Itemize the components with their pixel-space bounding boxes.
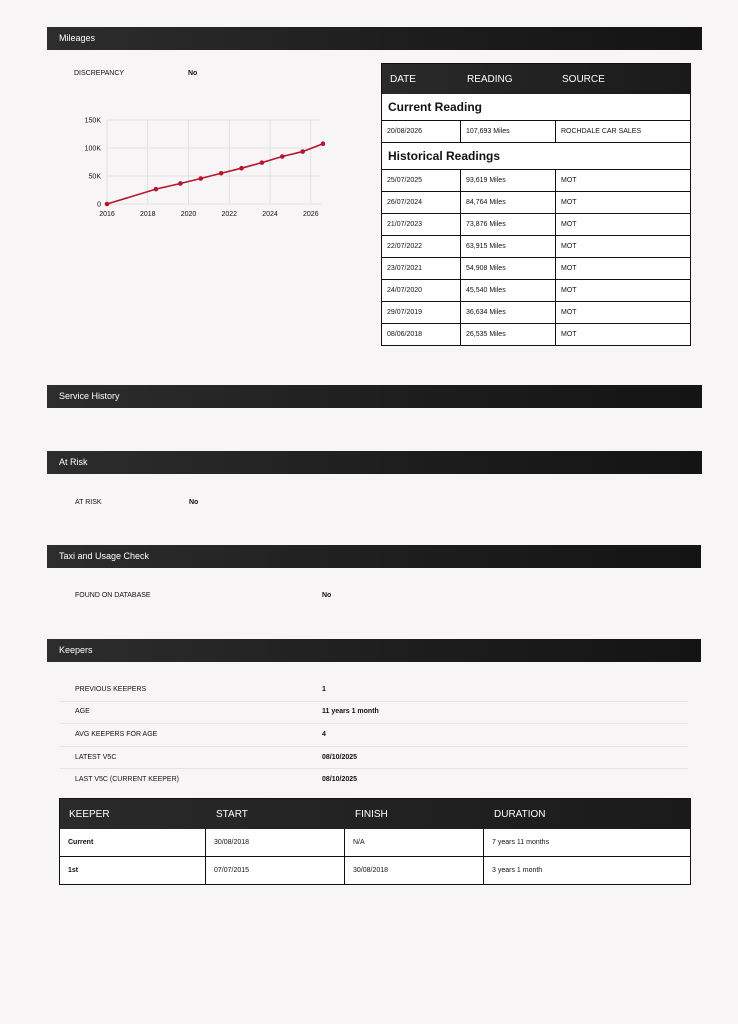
data-point [105, 202, 110, 207]
discrepancy-value: No [188, 70, 198, 77]
x-tick-label: 2016 [99, 211, 115, 218]
historical-reading-row [382, 280, 690, 302]
keeper-start: 07/07/2015 [206, 857, 345, 884]
section-header-taxi: Taxi and Usage Check [47, 545, 701, 568]
taxi-value: No [322, 592, 332, 599]
historical-source: MOT [561, 331, 577, 338]
historical-reading: 84,764 Miles [461, 192, 556, 213]
historical-rows [382, 170, 690, 345]
last-v5c-label: LAST V5C (CURRENT KEEPER) [75, 776, 179, 783]
at-risk-value: No [189, 499, 199, 506]
historical-source: MOT [561, 287, 577, 294]
data-point [219, 171, 224, 176]
historical-reading: 63,915 Miles [461, 236, 556, 257]
historical-source: MOT [561, 199, 577, 206]
historical-reading: 73,876 Miles [461, 214, 556, 235]
section-header-keepers: Keepers [47, 639, 701, 662]
row-divider [60, 723, 688, 724]
y-tick-label: 150K [84, 117, 101, 125]
historical-reading: 54,908 Miles [461, 258, 556, 279]
x-tick-label: 2020 [180, 211, 197, 218]
header-source: SOURCE [562, 73, 605, 85]
data-point [260, 160, 265, 165]
header-start: START [216, 808, 248, 820]
current-reading: 107,693 Miles [461, 121, 556, 142]
y-tick-label: 0 [97, 201, 101, 209]
historical-date: 22/07/2022 [382, 236, 461, 257]
chart-grid [107, 120, 321, 204]
historical-date: 26/07/2024 [382, 192, 461, 213]
age-label: AGE [75, 708, 90, 715]
historical-source: MOT [561, 309, 577, 316]
data-point [280, 154, 285, 159]
historical-reading: 45,540 Miles [461, 280, 556, 301]
historical-date: 08/06/2018 [382, 324, 461, 345]
current-date: 20/08/2026 [382, 121, 461, 142]
x-tick-label: 2026 [303, 211, 319, 218]
x-tick-label: 2022 [221, 211, 238, 218]
historical-readings-title: Historical Readings [382, 143, 690, 170]
row-divider [60, 746, 688, 747]
historical-reading-row [382, 236, 690, 258]
taxi-label: FOUND ON DATABASE [75, 592, 151, 599]
previous-keepers-value: 1 [322, 686, 326, 693]
x-tick-labels [99, 211, 318, 218]
latest-v5c-value: 08/10/2025 [322, 754, 358, 761]
keepers-table-header [60, 799, 690, 829]
historical-reading: 36,634 Miles [461, 302, 556, 323]
header-duration: DURATION [494, 808, 546, 820]
series-points [105, 141, 325, 206]
y-tick-label: 100K [84, 145, 101, 153]
data-point [154, 187, 159, 192]
keeper-name: 1st [60, 857, 206, 884]
data-point [300, 149, 305, 154]
keeper-table-row [60, 857, 690, 884]
age-value: 11 years 1 month [322, 708, 379, 715]
keeper-table-row [60, 829, 690, 857]
historical-reading-row [382, 324, 690, 345]
data-point [198, 176, 203, 181]
y-tick-labels [85, 118, 102, 209]
historical-source: MOT [561, 243, 577, 250]
header-date: DATE [390, 73, 416, 85]
latest-v5c-label: LATEST V5C [75, 754, 117, 761]
historical-date: 24/07/2020 [382, 280, 461, 301]
last-v5c-value: 08/10/2025 [322, 776, 358, 783]
mileage-chart [75, 110, 325, 220]
discrepancy-label: DISCREPANCY [74, 70, 125, 77]
current-reading-title: Current Reading [382, 94, 690, 121]
header-finish: FINISH [355, 808, 388, 820]
keepers-table [59, 798, 691, 885]
historical-reading: 26,535 Miles [461, 324, 556, 345]
data-point [239, 166, 244, 171]
historical-reading-row [382, 214, 690, 236]
mileage-table [381, 63, 691, 346]
mileage-line [107, 144, 323, 204]
historical-reading-row [382, 258, 690, 280]
avg-keepers-label: AVG KEEPERS FOR AGE [75, 731, 158, 738]
current-reading-row [382, 121, 690, 143]
historical-reading-row [382, 192, 690, 214]
historical-source: MOT [561, 221, 577, 228]
keeper-name: Current [60, 829, 206, 856]
section-header-at-risk: At Risk [47, 451, 702, 474]
y-tick-label: 50K [88, 173, 101, 181]
x-tick-label: 2018 [139, 211, 156, 218]
historical-reading-row [382, 302, 690, 324]
current-source: ROCHDALE CAR SALES [561, 128, 642, 135]
data-point [178, 181, 183, 186]
keeper-start: 30/08/2018 [206, 829, 345, 856]
historical-date: 23/07/2021 [382, 258, 461, 279]
x-tick-label: 2024 [262, 211, 278, 218]
section-header-mileages: Mileages [47, 27, 702, 50]
historical-date: 29/07/2019 [382, 302, 461, 323]
historical-source: MOT [561, 265, 577, 272]
keeper-finish: N/A [345, 829, 484, 856]
section-header-service-history: Service History [47, 385, 702, 408]
row-divider [60, 701, 688, 702]
series-line [107, 144, 323, 204]
header-reading: READING [467, 73, 513, 85]
historical-source: MOT [561, 177, 577, 184]
row-divider [60, 768, 688, 769]
historical-date: 21/07/2023 [382, 214, 461, 235]
mileage-table-header [382, 64, 690, 94]
keeper-duration: 7 years 11 months [492, 839, 550, 846]
previous-keepers-label: PREVIOUS KEEPERS [75, 686, 147, 693]
keeper-finish: 30/08/2018 [345, 857, 484, 884]
historical-reading: 93,619 Miles [461, 170, 556, 191]
header-keeper: KEEPER [69, 808, 110, 820]
data-point [321, 141, 325, 146]
at-risk-label: AT RISK [75, 499, 102, 506]
keeper-duration: 3 years 1 month [492, 867, 543, 874]
historical-reading-row [382, 170, 690, 192]
historical-date: 25/07/2025 [382, 170, 461, 191]
avg-keepers-value: 4 [322, 731, 326, 738]
